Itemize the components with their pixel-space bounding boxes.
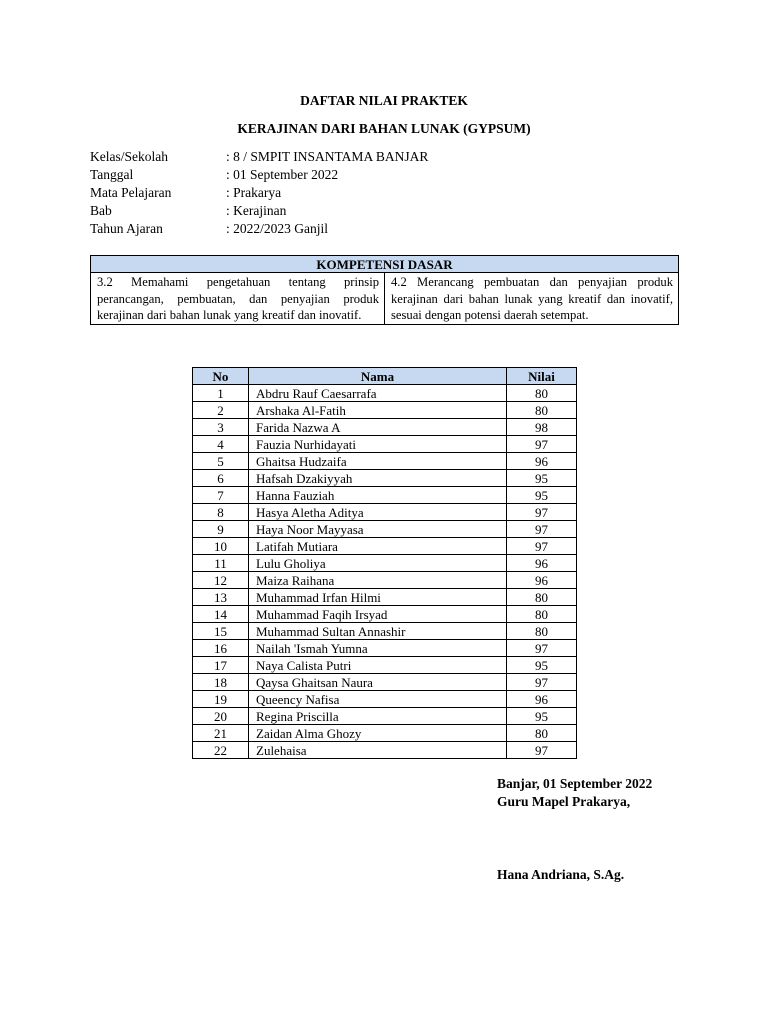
student-name-cell: Muhammad Faqih Irsyad xyxy=(249,606,507,623)
score-cell: 96 xyxy=(507,691,577,708)
row-number-cell: 2 xyxy=(193,402,249,419)
info-row xyxy=(90,166,590,184)
row-number-cell: 17 xyxy=(193,657,249,674)
row-number-cell: 22 xyxy=(193,742,249,759)
signature-name: Hana Andriana, S.Ag. xyxy=(497,867,625,882)
student-name-cell: Lulu Gholiya xyxy=(249,555,507,572)
student-name-cell: Qaysa Ghaitsan Naura xyxy=(249,674,507,691)
row-number-cell: 7 xyxy=(193,487,249,504)
table-row xyxy=(193,640,577,657)
row-number-cell: 18 xyxy=(193,674,249,691)
student-name-cell: Farida Nazwa A xyxy=(249,419,507,436)
student-name-cell: Muhammad Irfan Hilmi xyxy=(249,589,507,606)
table-row xyxy=(193,708,577,725)
signature-role: Guru Mapel Prakarya, xyxy=(497,794,631,809)
score-cell: 80 xyxy=(507,385,577,402)
table-row xyxy=(193,606,577,623)
table-row xyxy=(193,725,577,742)
kompetensi-dasar-header: KOMPETENSI DASAR xyxy=(91,256,679,273)
score-cell: 97 xyxy=(507,674,577,691)
table-row xyxy=(193,555,577,572)
row-number-cell: 5 xyxy=(193,453,249,470)
student-name-cell: Hasya Aletha Aditya xyxy=(249,504,507,521)
row-number-cell: 20 xyxy=(193,708,249,725)
score-cell: 80 xyxy=(507,606,577,623)
row-number-cell: 15 xyxy=(193,623,249,640)
kd-4-2-text: 4.2 Merancang pembuatan dan penyajian produk kerajinan dari bahan lunak yang kreatif dan inovatif, sesuai dengan potensi daerah setempat. xyxy=(385,273,679,325)
column-header-no: No xyxy=(193,368,249,385)
score-cell: 97 xyxy=(507,521,577,538)
table-row xyxy=(193,402,577,419)
score-cell: 80 xyxy=(507,589,577,606)
student-name-cell: Nailah 'Ismah Yumna xyxy=(249,640,507,657)
score-cell: 95 xyxy=(507,708,577,725)
student-name-cell: Hafsah Dzakiyyah xyxy=(249,470,507,487)
student-name-cell: Abdru Rauf Caesarrafa xyxy=(249,385,507,402)
column-header-name: Nama xyxy=(249,368,507,385)
info-label: Tanggal xyxy=(90,167,134,182)
table-row xyxy=(193,657,577,674)
info-row xyxy=(90,220,590,238)
table-row xyxy=(193,691,577,708)
document-subtitle: KERAJINAN DARI BAHAN LUNAK (GYPSUM) xyxy=(237,121,531,136)
row-number-cell: 16 xyxy=(193,640,249,657)
kd-3-2-text: 3.2 Memahami pengetahuan tentang prinsip perancangan, pembuatan, dan penyajian produk kerajinan dari bahan lunak yang kreatif dan inovatif. xyxy=(91,273,385,325)
table-row xyxy=(193,504,577,521)
row-number-cell: 13 xyxy=(193,589,249,606)
info-label: Bab xyxy=(90,203,112,218)
score-cell: 96 xyxy=(507,572,577,589)
score-cell: 98 xyxy=(507,419,577,436)
score-table xyxy=(192,367,577,759)
score-table-header-row xyxy=(193,368,577,385)
info-row xyxy=(90,184,590,202)
info-row xyxy=(90,202,590,220)
row-number-cell: 1 xyxy=(193,385,249,402)
table-row xyxy=(193,674,577,691)
row-number-cell: 6 xyxy=(193,470,249,487)
student-name-cell: Naya Calista Putri xyxy=(249,657,507,674)
table-row xyxy=(193,436,577,453)
table-row xyxy=(193,385,577,402)
info-block xyxy=(90,148,590,238)
score-cell: 80 xyxy=(507,623,577,640)
student-name-cell: Regina Priscilla xyxy=(249,708,507,725)
score-cell: 97 xyxy=(507,436,577,453)
document-title: DAFTAR NILAI PRAKTEK xyxy=(300,93,468,108)
student-name-cell: Latifah Mutiara xyxy=(249,538,507,555)
score-cell: 97 xyxy=(507,640,577,657)
score-cell: 96 xyxy=(507,453,577,470)
score-cell: 97 xyxy=(507,504,577,521)
info-row xyxy=(90,148,590,166)
student-name-cell: Zulehaisa xyxy=(249,742,507,759)
row-number-cell: 11 xyxy=(193,555,249,572)
table-row xyxy=(193,742,577,759)
info-value: : 8 / SMPIT INSANTAMA BANJAR xyxy=(226,149,429,164)
score-cell: 95 xyxy=(507,487,577,504)
table-row xyxy=(193,572,577,589)
row-number-cell: 14 xyxy=(193,606,249,623)
row-number-cell: 3 xyxy=(193,419,249,436)
row-number-cell: 10 xyxy=(193,538,249,555)
table-row xyxy=(193,453,577,470)
student-name-cell: Arshaka Al-Fatih xyxy=(249,402,507,419)
row-number-cell: 21 xyxy=(193,725,249,742)
info-value: : Prakarya xyxy=(226,185,282,200)
info-label: Tahun Ajaran xyxy=(90,221,163,236)
table-row xyxy=(193,538,577,555)
score-cell: 95 xyxy=(507,657,577,674)
student-name-cell: Ghaitsa Hudzaifa xyxy=(249,453,507,470)
score-cell: 95 xyxy=(507,470,577,487)
table-row xyxy=(193,470,577,487)
student-name-cell: Muhammad Sultan Annashir xyxy=(249,623,507,640)
row-number-cell: 8 xyxy=(193,504,249,521)
info-label: Kelas/Sekolah xyxy=(90,149,168,164)
score-cell: 97 xyxy=(507,538,577,555)
student-name-cell: Zaidan Alma Ghozy xyxy=(249,725,507,742)
student-name-cell: Maiza Raihana xyxy=(249,572,507,589)
score-table-body xyxy=(193,385,577,759)
info-value: : Kerajinan xyxy=(226,203,287,218)
student-name-cell: Hanna Fauziah xyxy=(249,487,507,504)
row-number-cell: 12 xyxy=(193,572,249,589)
row-number-cell: 4 xyxy=(193,436,249,453)
row-number-cell: 9 xyxy=(193,521,249,538)
student-name-cell: Queency Nafisa xyxy=(249,691,507,708)
table-row xyxy=(193,487,577,504)
info-label: Mata Pelajaran xyxy=(90,185,172,200)
score-cell: 96 xyxy=(507,555,577,572)
score-cell: 80 xyxy=(507,402,577,419)
table-row xyxy=(193,589,577,606)
row-number-cell: 19 xyxy=(193,691,249,708)
score-cell: 80 xyxy=(507,725,577,742)
kompetensi-dasar-table xyxy=(90,255,679,325)
signature-place-date: Banjar, 01 September 2022 xyxy=(497,776,653,791)
table-row xyxy=(193,623,577,640)
info-value: : 2022/2023 Ganjil xyxy=(226,221,328,236)
info-value: : 01 September 2022 xyxy=(226,167,339,182)
score-cell: 97 xyxy=(507,742,577,759)
column-header-score: Nilai xyxy=(507,368,577,385)
table-row xyxy=(193,419,577,436)
table-row xyxy=(193,521,577,538)
student-name-cell: Fauzia Nurhidayati xyxy=(249,436,507,453)
student-name-cell: Haya Noor Mayyasa xyxy=(249,521,507,538)
